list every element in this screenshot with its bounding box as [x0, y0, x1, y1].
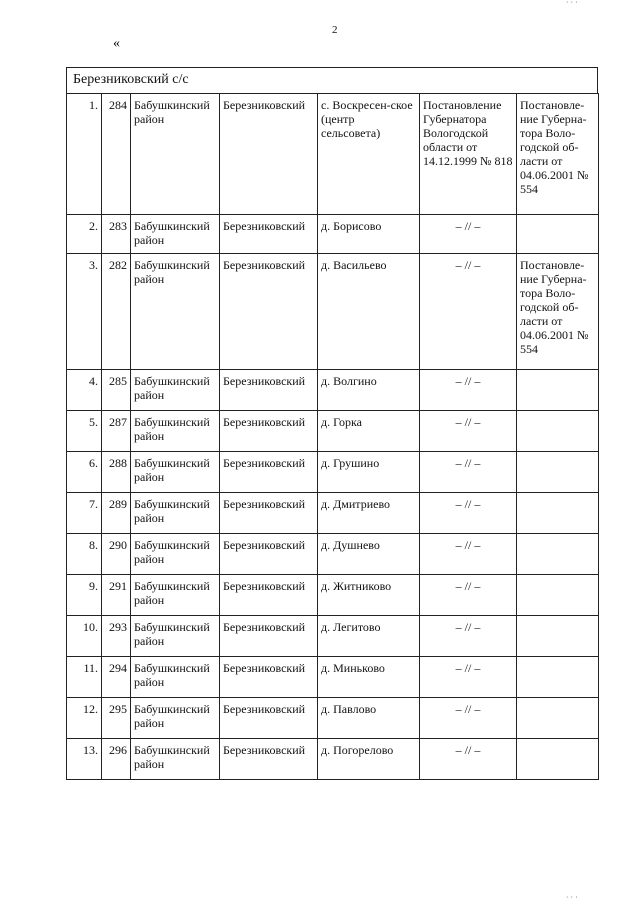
table-row [67, 657, 599, 698]
act-cell: – // – [420, 657, 517, 698]
district-cell: Бабушкинский район [131, 657, 220, 698]
council-cell: Березниковский [220, 534, 318, 575]
act-cell: – // – [420, 411, 517, 452]
section-title: Березниковский с/с [66, 67, 598, 93]
amendment-cell [517, 739, 599, 780]
amendment-cell [517, 215, 599, 254]
locality-cell: д. Васильево [318, 254, 420, 370]
district-cell: Бабушкинский район [131, 452, 220, 493]
district-cell: Бабушкинский район [131, 94, 220, 215]
act-cell: – // – [420, 739, 517, 780]
amendment-cell: Постановле-ние Губерна-тора Воло-годской об-ласти от 04.06.2001 № 554 [517, 94, 599, 215]
corner-mark-bottom: ‧ ‧ ‧ [566, 893, 578, 902]
act-cell: – // – [420, 370, 517, 411]
row-number: 1. [67, 94, 102, 215]
locality-cell: д. Погорелово [318, 739, 420, 780]
row-number: 4. [67, 370, 102, 411]
table-body [67, 94, 599, 780]
council-cell: Березниковский [220, 370, 318, 411]
table-row [67, 616, 599, 657]
council-cell: Березниковский [220, 452, 318, 493]
corner-mark-top: ‧ ‧ ‧ [566, 0, 578, 7]
locality-cell: д. Горка [318, 411, 420, 452]
locality-cell: д. Дмитриево [318, 493, 420, 534]
locality-code: 282 [102, 254, 131, 370]
act-cell: – // – [420, 616, 517, 657]
act-cell: – // – [420, 493, 517, 534]
locality-cell: д. Грушино [318, 452, 420, 493]
table-row [67, 370, 599, 411]
locality-code: 284 [102, 94, 131, 215]
locality-code: 287 [102, 411, 131, 452]
council-cell: Березниковский [220, 94, 318, 215]
locality-code: 294 [102, 657, 131, 698]
district-cell: Бабушкинский район [131, 215, 220, 254]
row-number: 8. [67, 534, 102, 575]
amendment-cell: Постановле-ние Губерна-тора Воло-годской об-ласти от 04.06.2001 № 554 [517, 254, 599, 370]
council-cell: Березниковский [220, 698, 318, 739]
locality-code: 296 [102, 739, 131, 780]
locality-cell: д. Павлово [318, 698, 420, 739]
amendment-cell [517, 493, 599, 534]
row-number: 2. [67, 215, 102, 254]
table-row [67, 493, 599, 534]
locality-cell: д. Легитово [318, 616, 420, 657]
table-row [67, 739, 599, 780]
locality-cell: д. Душнево [318, 534, 420, 575]
quote-mark: « [113, 36, 120, 51]
act-cell: – // – [420, 452, 517, 493]
council-cell: Березниковский [220, 657, 318, 698]
page-number: 2 [332, 24, 338, 36]
locality-cell: д. Житниково [318, 575, 420, 616]
locality-cell: д. Миньково [318, 657, 420, 698]
council-cell: Березниковский [220, 493, 318, 534]
district-cell: Бабушкинский район [131, 254, 220, 370]
locality-code: 289 [102, 493, 131, 534]
district-cell: Бабушкинский район [131, 534, 220, 575]
locality-code: 291 [102, 575, 131, 616]
table-row [67, 698, 599, 739]
amendment-cell [517, 534, 599, 575]
act-cell: – // – [420, 215, 517, 254]
locality-cell: д. Борисово [318, 215, 420, 254]
council-cell: Березниковский [220, 411, 318, 452]
act-cell: – // – [420, 534, 517, 575]
row-number: 3. [67, 254, 102, 370]
table-row [67, 452, 599, 493]
row-number: 13. [67, 739, 102, 780]
row-number: 5. [67, 411, 102, 452]
council-cell: Березниковский [220, 254, 318, 370]
row-number: 7. [67, 493, 102, 534]
locality-code: 288 [102, 452, 131, 493]
district-cell: Бабушкинский район [131, 698, 220, 739]
district-cell: Бабушкинский район [131, 616, 220, 657]
amendment-cell [517, 698, 599, 739]
register-table [66, 93, 599, 780]
table-row [67, 215, 599, 254]
locality-code: 293 [102, 616, 131, 657]
row-number: 12. [67, 698, 102, 739]
table-row [67, 411, 599, 452]
locality-code: 285 [102, 370, 131, 411]
amendment-cell [517, 657, 599, 698]
district-cell: Бабушкинский район [131, 370, 220, 411]
amendment-cell [517, 452, 599, 493]
council-cell: Березниковский [220, 739, 318, 780]
act-cell: – // – [420, 254, 517, 370]
row-number: 10. [67, 616, 102, 657]
district-cell: Бабушкинский район [131, 411, 220, 452]
act-cell: Постановление Губернатора Вологодской области от 14.12.1999 № 818 [420, 94, 517, 215]
council-cell: Березниковский [220, 575, 318, 616]
amendment-cell [517, 370, 599, 411]
amendment-cell [517, 616, 599, 657]
table-row [67, 575, 599, 616]
row-number: 11. [67, 657, 102, 698]
amendment-cell [517, 411, 599, 452]
locality-code: 283 [102, 215, 131, 254]
act-cell: – // – [420, 575, 517, 616]
row-number: 9. [67, 575, 102, 616]
row-number: 6. [67, 452, 102, 493]
amendment-cell [517, 575, 599, 616]
table-row [67, 534, 599, 575]
locality-cell: д. Волгино [318, 370, 420, 411]
district-cell: Бабушкинский район [131, 493, 220, 534]
locality-cell: с. Воскресен-ское (центр сельсовета) [318, 94, 420, 215]
table-row [67, 254, 599, 370]
council-cell: Березниковский [220, 215, 318, 254]
district-cell: Бабушкинский район [131, 739, 220, 780]
locality-code: 295 [102, 698, 131, 739]
council-cell: Березниковский [220, 616, 318, 657]
table-row [67, 94, 599, 215]
act-cell: – // – [420, 698, 517, 739]
district-cell: Бабушкинский район [131, 575, 220, 616]
locality-code: 290 [102, 534, 131, 575]
